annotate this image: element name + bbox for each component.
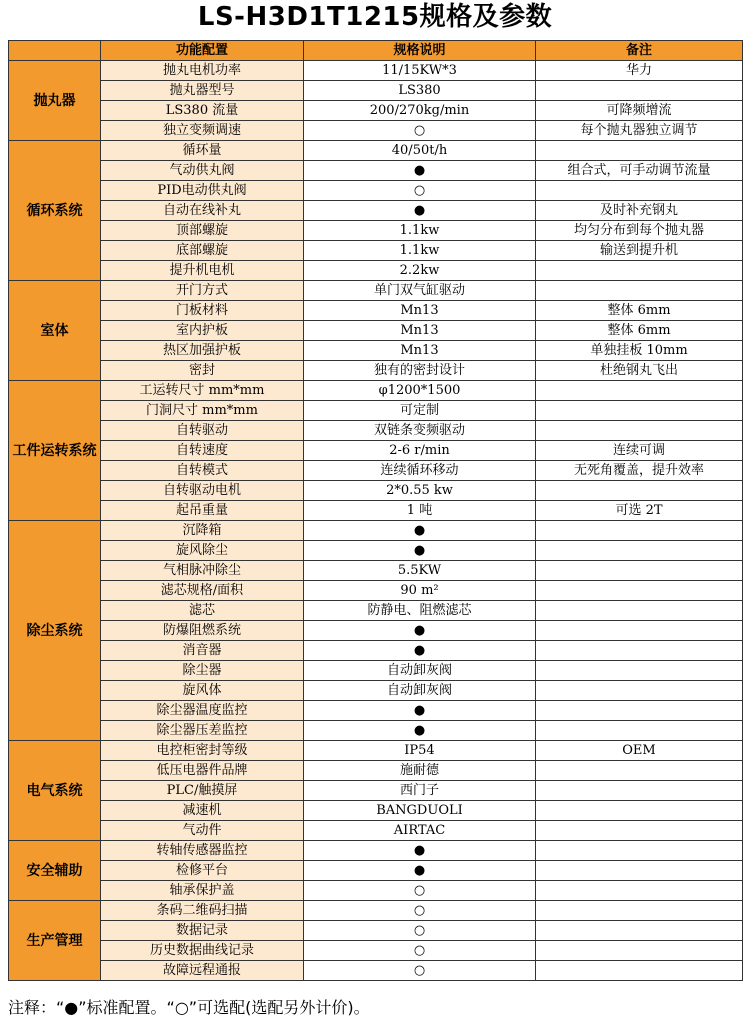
table-row bbox=[9, 701, 743, 721]
table-row bbox=[9, 381, 743, 401]
category-cell: 工件运转系统 bbox=[9, 381, 101, 521]
remark-cell: 华力 bbox=[536, 61, 743, 81]
spec-cell: ○ bbox=[304, 181, 536, 201]
feature-cell: 条码二维码扫描 bbox=[101, 901, 304, 921]
header-category bbox=[9, 41, 101, 61]
spec-cell: LS380 bbox=[304, 81, 536, 101]
remark-cell bbox=[536, 961, 743, 981]
table-row bbox=[9, 901, 743, 921]
table-row bbox=[9, 461, 743, 481]
spec-cell: 独有的密封设计 bbox=[304, 361, 536, 381]
remark-cell: 均匀分布到每个抛丸器 bbox=[536, 221, 743, 241]
spec-cell: 防静电、阻燃滤芯 bbox=[304, 601, 536, 621]
remark-cell bbox=[536, 721, 743, 741]
table-row bbox=[9, 501, 743, 521]
spec-cell: 200/270kg/min bbox=[304, 101, 536, 121]
table-row bbox=[9, 341, 743, 361]
spec-cell: 1 吨 bbox=[304, 501, 536, 521]
remark-cell bbox=[536, 141, 743, 161]
feature-cell: 工运转尺寸 mm*mm bbox=[101, 381, 304, 401]
table-row bbox=[9, 781, 743, 801]
feature-cell: 自转速度 bbox=[101, 441, 304, 461]
remark-cell: 每个抛丸器独立调节 bbox=[536, 121, 743, 141]
feature-cell: 减速机 bbox=[101, 801, 304, 821]
feature-cell: 门洞尺寸 mm*mm bbox=[101, 401, 304, 421]
remark-cell bbox=[536, 421, 743, 441]
feature-cell: 自转驱动电机 bbox=[101, 481, 304, 501]
spec-cell: ● bbox=[304, 641, 536, 661]
remark-cell: 可选 2T bbox=[536, 501, 743, 521]
spec-cell: ○ bbox=[304, 901, 536, 921]
spec-cell: 1.1kw bbox=[304, 241, 536, 261]
remark-cell bbox=[536, 561, 743, 581]
spec-table bbox=[8, 40, 743, 981]
feature-cell: 消音器 bbox=[101, 641, 304, 661]
remark-cell: 连续可调 bbox=[536, 441, 743, 461]
remark-cell bbox=[536, 941, 743, 961]
feature-cell: 热区加强护板 bbox=[101, 341, 304, 361]
table-row bbox=[9, 361, 743, 381]
spec-cell: ● bbox=[304, 161, 536, 181]
feature-cell: 密封 bbox=[101, 361, 304, 381]
category-cell: 除尘系统 bbox=[9, 521, 101, 741]
feature-cell: PLC/触摸屏 bbox=[101, 781, 304, 801]
remark-cell bbox=[536, 681, 743, 701]
remark-cell: 及时补充钢丸 bbox=[536, 201, 743, 221]
table-row bbox=[9, 721, 743, 741]
remark-cell bbox=[536, 821, 743, 841]
table-row bbox=[9, 541, 743, 561]
footnote: 注释：“●”标准配置。“○”可选配(选配另外计价)。 bbox=[8, 998, 370, 1017]
spec-cell: AIRTAC bbox=[304, 821, 536, 841]
feature-cell: 旋风除尘 bbox=[101, 541, 304, 561]
spec-cell: ● bbox=[304, 521, 536, 541]
remark-cell bbox=[536, 381, 743, 401]
table-row bbox=[9, 941, 743, 961]
feature-cell: 起吊重量 bbox=[101, 501, 304, 521]
table-row bbox=[9, 861, 743, 881]
table-row bbox=[9, 401, 743, 421]
spec-cell: 1.1kw bbox=[304, 221, 536, 241]
spec-cell: ○ bbox=[304, 961, 536, 981]
table-row bbox=[9, 761, 743, 781]
spec-cell: 5.5KW bbox=[304, 561, 536, 581]
spec-cell: 自动卸灰阀 bbox=[304, 661, 536, 681]
spec-cell: ○ bbox=[304, 881, 536, 901]
feature-cell: 气相脉冲除尘 bbox=[101, 561, 304, 581]
remark-cell bbox=[536, 621, 743, 641]
table-row bbox=[9, 261, 743, 281]
table-row bbox=[9, 821, 743, 841]
spec-cell: ● bbox=[304, 541, 536, 561]
table-row bbox=[9, 961, 743, 981]
spec-cell: 2*0.55 kw bbox=[304, 481, 536, 501]
remark-cell: 组合式，可手动调节流量 bbox=[536, 161, 743, 181]
category-cell: 安全辅助 bbox=[9, 841, 101, 901]
remark-cell: 输送到提升机 bbox=[536, 241, 743, 261]
feature-cell: 独立变频调速 bbox=[101, 121, 304, 141]
spec-cell: 90 m² bbox=[304, 581, 536, 601]
table-row bbox=[9, 141, 743, 161]
remark-cell bbox=[536, 401, 743, 421]
header-spec: 规格说明 bbox=[304, 41, 536, 61]
feature-cell: 滤芯 bbox=[101, 601, 304, 621]
spec-cell: ● bbox=[304, 721, 536, 741]
table-row bbox=[9, 801, 743, 821]
table-row bbox=[9, 201, 743, 221]
remark-cell bbox=[536, 601, 743, 621]
remark-cell: 可降频增流 bbox=[536, 101, 743, 121]
table-row bbox=[9, 281, 743, 301]
spec-cell: ● bbox=[304, 861, 536, 881]
feature-cell: 防爆阻燃系统 bbox=[101, 621, 304, 641]
table-row bbox=[9, 161, 743, 181]
feature-cell: 转轴传感器监控 bbox=[101, 841, 304, 861]
table-row bbox=[9, 301, 743, 321]
category-cell: 循环系统 bbox=[9, 141, 101, 281]
table-row bbox=[9, 681, 743, 701]
remark-cell bbox=[536, 181, 743, 201]
feature-cell: PID电动供丸阀 bbox=[101, 181, 304, 201]
table-row bbox=[9, 441, 743, 461]
remark-cell: 无死角覆盖，提升效率 bbox=[536, 461, 743, 481]
feature-cell: 故障远程通报 bbox=[101, 961, 304, 981]
remark-cell bbox=[536, 861, 743, 881]
table-row bbox=[9, 321, 743, 341]
table-row bbox=[9, 241, 743, 261]
remark-cell bbox=[536, 901, 743, 921]
spec-cell: φ1200*1500 bbox=[304, 381, 536, 401]
category-cell: 室体 bbox=[9, 281, 101, 381]
table-row bbox=[9, 601, 743, 621]
feature-cell: 沉降箱 bbox=[101, 521, 304, 541]
table-row bbox=[9, 481, 743, 501]
spec-cell: ○ bbox=[304, 921, 536, 941]
feature-cell: 数据记录 bbox=[101, 921, 304, 941]
spec-cell: IP54 bbox=[304, 741, 536, 761]
feature-cell: 除尘器 bbox=[101, 661, 304, 681]
remark-cell: 整体 6mm bbox=[536, 321, 743, 341]
category-cell: 电气系统 bbox=[9, 741, 101, 841]
remark-cell bbox=[536, 781, 743, 801]
spec-cell: 2-6 r/min bbox=[304, 441, 536, 461]
page-title: LS-H3D1T1215规格及参数 bbox=[197, 2, 553, 32]
table-row bbox=[9, 221, 743, 241]
remark-cell bbox=[536, 661, 743, 681]
table-row bbox=[9, 521, 743, 541]
spec-cell: 连续循环移动 bbox=[304, 461, 536, 481]
table-row bbox=[9, 621, 743, 641]
spec-cell: Mn13 bbox=[304, 301, 536, 321]
table-row bbox=[9, 561, 743, 581]
feature-cell: 旋风体 bbox=[101, 681, 304, 701]
spec-cell: 双链条变频驱动 bbox=[304, 421, 536, 441]
feature-cell: 除尘器压差监控 bbox=[101, 721, 304, 741]
spec-cell: 可定制 bbox=[304, 401, 536, 421]
feature-cell: 轴承保护盖 bbox=[101, 881, 304, 901]
table-row bbox=[9, 661, 743, 681]
spec-cell: Mn13 bbox=[304, 321, 536, 341]
spec-cell: 2.2kw bbox=[304, 261, 536, 281]
remark-cell bbox=[536, 841, 743, 861]
remark-cell: 单独挂板 10mm bbox=[536, 341, 743, 361]
table-row bbox=[9, 121, 743, 141]
remark-cell bbox=[536, 581, 743, 601]
spec-cell: 11/15KW*3 bbox=[304, 61, 536, 81]
spec-cell: 自动卸灰阀 bbox=[304, 681, 536, 701]
table-row bbox=[9, 841, 743, 861]
feature-cell: 提升机电机 bbox=[101, 261, 304, 281]
feature-cell: LS380 流量 bbox=[101, 101, 304, 121]
spec-cell: ● bbox=[304, 201, 536, 221]
feature-cell: 开门方式 bbox=[101, 281, 304, 301]
feature-cell: 底部螺旋 bbox=[101, 241, 304, 261]
table-row bbox=[9, 921, 743, 941]
spec-cell: 西门子 bbox=[304, 781, 536, 801]
feature-cell: 门板材料 bbox=[101, 301, 304, 321]
remark-cell bbox=[536, 481, 743, 501]
remark-cell bbox=[536, 541, 743, 561]
spec-cell: 40/50t/h bbox=[304, 141, 536, 161]
table-row bbox=[9, 641, 743, 661]
feature-cell: 气动件 bbox=[101, 821, 304, 841]
spec-cell: ○ bbox=[304, 121, 536, 141]
remark-cell: 整体 6mm bbox=[536, 301, 743, 321]
feature-cell: 除尘器温度监控 bbox=[101, 701, 304, 721]
remark-cell bbox=[536, 281, 743, 301]
remark-cell bbox=[536, 641, 743, 661]
spec-cell: Mn13 bbox=[304, 341, 536, 361]
remark-cell bbox=[536, 761, 743, 781]
feature-cell: 循环量 bbox=[101, 141, 304, 161]
feature-cell: 自转模式 bbox=[101, 461, 304, 481]
table-row bbox=[9, 181, 743, 201]
spec-table-body bbox=[9, 61, 743, 981]
feature-cell: 顶部螺旋 bbox=[101, 221, 304, 241]
feature-cell: 抛丸电机功率 bbox=[101, 61, 304, 81]
feature-cell: 低压电器件品牌 bbox=[101, 761, 304, 781]
feature-cell: 室内护板 bbox=[101, 321, 304, 341]
remark-cell bbox=[536, 801, 743, 821]
feature-cell: 气动供丸阀 bbox=[101, 161, 304, 181]
feature-cell: 检修平台 bbox=[101, 861, 304, 881]
header-feature: 功能配置 bbox=[101, 41, 304, 61]
remark-cell bbox=[536, 701, 743, 721]
remark-cell: OEM bbox=[536, 741, 743, 761]
spec-cell: ● bbox=[304, 701, 536, 721]
feature-cell: 自动在线补丸 bbox=[101, 201, 304, 221]
table-row bbox=[9, 421, 743, 441]
feature-cell: 抛丸器型号 bbox=[101, 81, 304, 101]
remark-cell bbox=[536, 921, 743, 941]
remark-cell bbox=[536, 521, 743, 541]
feature-cell: 滤芯规格/面积 bbox=[101, 581, 304, 601]
remark-cell bbox=[536, 261, 743, 281]
spec-cell: 施耐德 bbox=[304, 761, 536, 781]
category-cell: 抛丸器 bbox=[9, 61, 101, 141]
spec-cell: 单门双气缸驱动 bbox=[304, 281, 536, 301]
table-row bbox=[9, 81, 743, 101]
table-row bbox=[9, 581, 743, 601]
table-row bbox=[9, 101, 743, 121]
category-cell: 生产管理 bbox=[9, 901, 101, 981]
table-row bbox=[9, 61, 743, 81]
feature-cell: 电控柜密封等级 bbox=[101, 741, 304, 761]
spec-cell: ● bbox=[304, 621, 536, 641]
header-remark: 备注 bbox=[536, 41, 743, 61]
remark-cell bbox=[536, 81, 743, 101]
remark-cell bbox=[536, 881, 743, 901]
spec-cell: ○ bbox=[304, 941, 536, 961]
table-header-row bbox=[9, 41, 743, 61]
spec-cell: ● bbox=[304, 841, 536, 861]
feature-cell: 历史数据曲线记录 bbox=[101, 941, 304, 961]
remark-cell: 杜绝钢丸飞出 bbox=[536, 361, 743, 381]
table-row bbox=[9, 741, 743, 761]
table-row bbox=[9, 881, 743, 901]
spec-cell: BANGDUOLI bbox=[304, 801, 536, 821]
feature-cell: 自转驱动 bbox=[101, 421, 304, 441]
